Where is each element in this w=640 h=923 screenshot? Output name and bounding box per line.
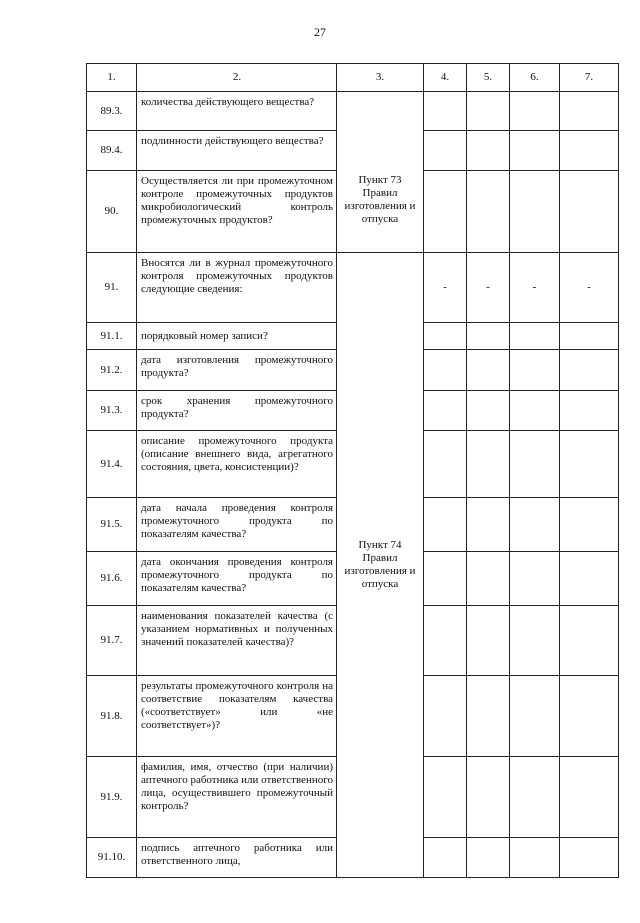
row-number: 91.9. xyxy=(87,757,137,838)
answer-cell xyxy=(424,606,467,676)
question-text: наименования показателей качества (с указанием нормативных и полученных значений показателей качества)? xyxy=(137,606,337,676)
answer-cell xyxy=(560,323,619,350)
row-number: 91. xyxy=(87,253,137,323)
checklist-table xyxy=(86,63,619,878)
header-col-3: 3. xyxy=(337,64,424,92)
answer-cell xyxy=(424,552,467,606)
header-col-7: 7. xyxy=(560,64,619,92)
answer-cell: - xyxy=(467,253,510,323)
answer-cell xyxy=(510,498,560,552)
reference-line: Пункт 74 xyxy=(358,539,402,551)
table-row xyxy=(87,253,619,323)
answer-cell xyxy=(560,431,619,498)
header-col-2: 2. xyxy=(137,64,337,92)
answer-cell xyxy=(510,676,560,757)
answer-cell xyxy=(560,171,619,253)
answer-cell xyxy=(467,171,510,253)
answer-cell xyxy=(424,391,467,431)
question-text: дата изготовления промежуточного продукта? xyxy=(137,350,337,391)
answer-cell xyxy=(510,92,560,131)
answer-cell xyxy=(510,131,560,171)
header-col-6: 6. xyxy=(510,64,560,92)
question-text: дата окончания проведения контроля промежуточного продукта по показателям качества? xyxy=(137,552,337,606)
answer-cell xyxy=(560,606,619,676)
row-number: 89.3. xyxy=(87,92,137,131)
answer-cell xyxy=(510,757,560,838)
question-text: порядковый номер записи? xyxy=(137,323,337,350)
row-number: 91.4. xyxy=(87,431,137,498)
answer-cell xyxy=(510,171,560,253)
header-col-4: 4. xyxy=(424,64,467,92)
answer-cell xyxy=(560,350,619,391)
answer-cell xyxy=(560,391,619,431)
question-text: подпись аптечного работника или ответственного лица, xyxy=(137,838,337,878)
question-text: Осуществляется ли при промежуточном контроле промежуточных продуктов микробиологический контроль промежуточных продуктов? xyxy=(137,171,337,253)
answer-cell xyxy=(467,676,510,757)
answer-cell xyxy=(467,350,510,391)
reference-line: изготовления и xyxy=(344,200,416,212)
row-number: 91.3. xyxy=(87,391,137,431)
answer-cell xyxy=(560,552,619,606)
answer-cell xyxy=(424,757,467,838)
answer-cell xyxy=(424,92,467,131)
answer-cell xyxy=(510,391,560,431)
answer-cell xyxy=(560,498,619,552)
answer-cell xyxy=(467,498,510,552)
row-number: 89.4. xyxy=(87,131,137,171)
question-text: срок хранения промежуточного продукта? xyxy=(137,391,337,431)
row-number: 91.6. xyxy=(87,552,137,606)
reference-line: отпуска xyxy=(361,578,399,590)
answer-cell: - xyxy=(510,253,560,323)
reference-line: изготовления и xyxy=(344,565,416,577)
answer-cell xyxy=(510,350,560,391)
answer-cell xyxy=(510,552,560,606)
answer-cell xyxy=(467,391,510,431)
reference-line: отпуска xyxy=(361,213,399,225)
answer-cell xyxy=(424,838,467,878)
reference-line: Правил xyxy=(362,187,398,199)
table-row xyxy=(87,92,619,131)
answer-cell xyxy=(467,92,510,131)
row-number: 91.5. xyxy=(87,498,137,552)
answer-cell xyxy=(424,350,467,391)
answer-cell xyxy=(467,431,510,498)
row-number: 91.2. xyxy=(87,350,137,391)
question-text: подлинности действующего вещества? xyxy=(137,131,337,171)
answer-cell xyxy=(560,838,619,878)
answer-cell xyxy=(510,431,560,498)
row-number: 91.1. xyxy=(87,323,137,350)
answer-cell xyxy=(467,838,510,878)
answer-cell: - xyxy=(424,253,467,323)
answer-cell xyxy=(424,431,467,498)
answer-cell xyxy=(560,131,619,171)
question-text: фамилия, имя, отчество (при наличии) аптечного работника или ответственного лица, осуществившего промежуточный контроль? xyxy=(137,757,337,838)
answer-cell xyxy=(424,323,467,350)
row-number: 91.7. xyxy=(87,606,137,676)
question-text: количества действующего вещества? xyxy=(137,92,337,131)
question-text: Вносятся ли в журнал промежуточного контроля промежуточных продуктов следующие сведения: xyxy=(137,253,337,323)
header-col-1: 1. xyxy=(87,64,137,92)
answer-cell xyxy=(560,676,619,757)
table-header-row xyxy=(87,64,619,92)
answer-cell xyxy=(560,92,619,131)
page-number: 27 xyxy=(314,25,326,39)
answer-cell xyxy=(560,757,619,838)
row-number: 91.8. xyxy=(87,676,137,757)
reference-line: Пункт 73 xyxy=(358,174,402,186)
reference-line: Правил xyxy=(362,552,398,564)
question-text: результаты промежуточного контроля на соответствие показателям качества («соответствует» или «не соответствует»)? xyxy=(137,676,337,757)
answer-cell xyxy=(467,757,510,838)
answer-cell xyxy=(424,171,467,253)
header-col-5: 5. xyxy=(467,64,510,92)
answer-cell xyxy=(467,131,510,171)
answer-cell xyxy=(424,676,467,757)
row-number: 91.10. xyxy=(87,838,137,878)
row-number: 90. xyxy=(87,171,137,253)
answer-cell xyxy=(510,606,560,676)
reference-cell xyxy=(337,92,424,253)
answer-cell xyxy=(424,131,467,171)
answer-cell xyxy=(467,606,510,676)
answer-cell xyxy=(424,498,467,552)
reference-cell xyxy=(337,253,424,878)
answer-cell xyxy=(510,838,560,878)
question-text: описание промежуточного продукта (описание внешнего вида, агрегатного состояния, цвета, консистенции)? xyxy=(137,431,337,498)
answer-cell xyxy=(510,323,560,350)
answer-cell: - xyxy=(560,253,619,323)
question-text: дата начала проведения контроля промежуточного продукта по показателям качества? xyxy=(137,498,337,552)
answer-cell xyxy=(467,323,510,350)
answer-cell xyxy=(467,552,510,606)
